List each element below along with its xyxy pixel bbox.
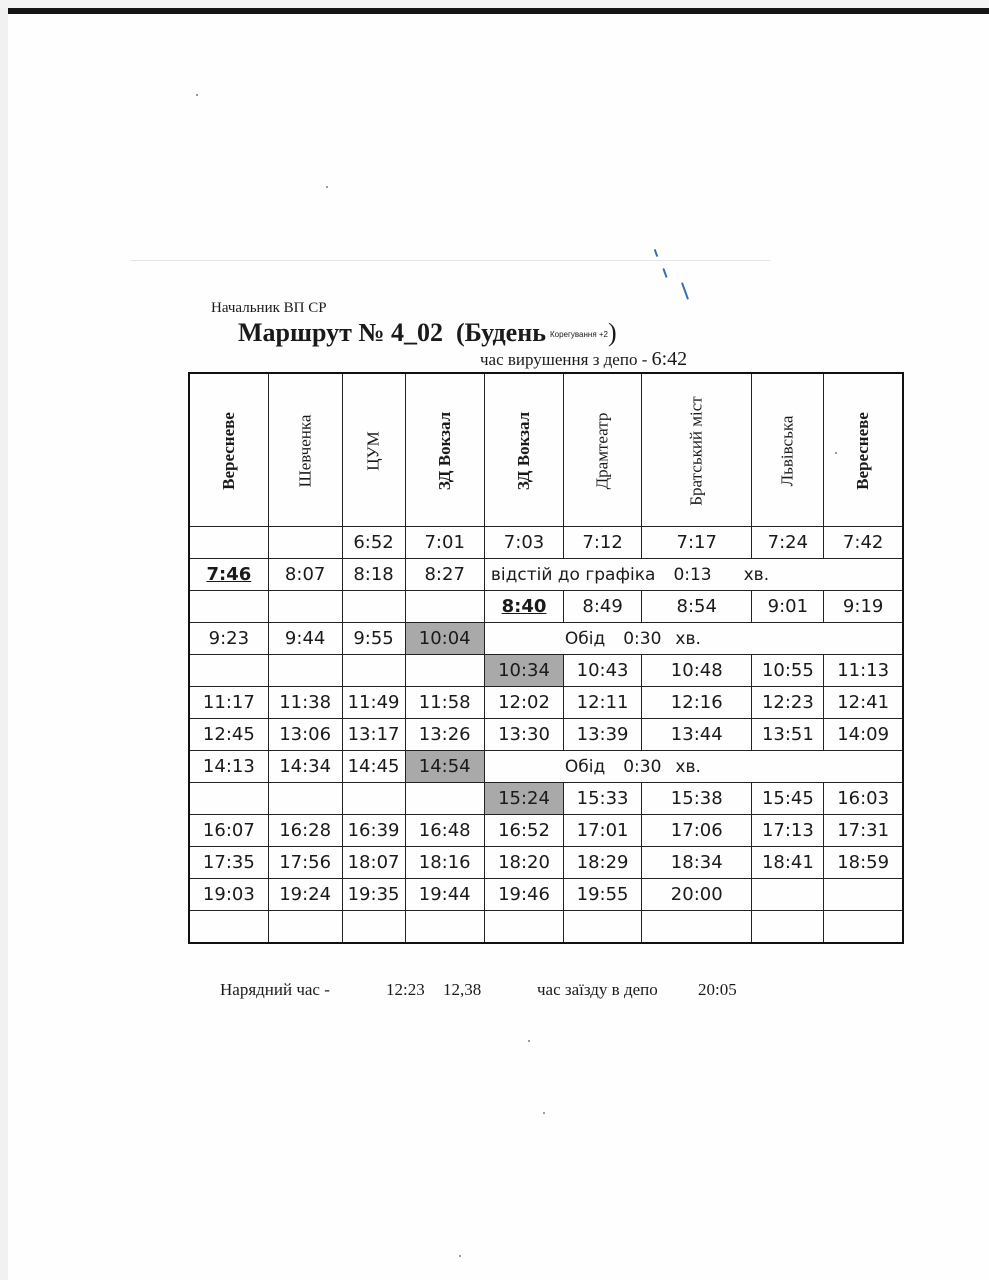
time-cell (405, 559, 484, 591)
time-value: 17:13 (761, 820, 814, 841)
time-cell (564, 719, 642, 751)
scan-speck (196, 94, 198, 96)
time-value: 7:03 (503, 532, 545, 553)
schedule-note (484, 623, 903, 655)
time-cell (824, 783, 903, 815)
time-cell (405, 847, 484, 879)
table-row (189, 847, 903, 879)
time-cell (342, 815, 405, 847)
stop-name: Драмтеатр (592, 412, 612, 489)
time-cell (268, 815, 342, 847)
table-row (189, 815, 903, 847)
title-close-paren: ) (608, 318, 617, 347)
time-value: 17:01 (576, 820, 629, 841)
time-value: 18:34 (670, 852, 723, 873)
time-value: 7:46 (206, 564, 252, 585)
stop-name: ЦУМ (363, 430, 383, 471)
page-title (238, 318, 617, 348)
time-cell (484, 847, 563, 879)
stop-header (405, 373, 484, 527)
time-cell (484, 591, 563, 623)
time-value: 19:35 (347, 884, 400, 905)
time-cell (268, 847, 342, 879)
time-cell (752, 687, 824, 719)
pen-mark (681, 282, 689, 300)
time-value: 9:55 (353, 628, 394, 649)
stop-name: Львівська (777, 415, 797, 486)
time-cell (342, 655, 405, 687)
time-cell (405, 911, 484, 944)
duty-time-label: Нарядний час - (220, 980, 330, 999)
time-value: 18:41 (761, 852, 814, 873)
stops-header-row (189, 373, 903, 527)
note-unit: хв. (743, 564, 770, 585)
time-value: 16:39 (347, 820, 400, 841)
time-value: 11:49 (347, 692, 400, 713)
time-cell (342, 559, 405, 591)
time-value: 14:13 (202, 756, 255, 777)
time-cell (342, 911, 405, 944)
depart-time: 6:42 (651, 348, 688, 370)
time-cell (405, 623, 484, 655)
time-cell (824, 687, 903, 719)
time-cell (342, 687, 405, 719)
time-cell (642, 591, 752, 623)
schedule-note (484, 559, 903, 591)
time-cell (342, 527, 405, 559)
time-cell (824, 879, 903, 911)
time-value: 8:18 (353, 564, 394, 585)
time-value: 18:16 (418, 852, 471, 873)
stop-header (342, 373, 405, 527)
time-cell (405, 591, 484, 623)
time-cell (189, 623, 268, 655)
time-value: 19:46 (498, 884, 550, 905)
table-row (189, 783, 903, 815)
time-value: 12:41 (837, 692, 890, 713)
chief-label: Начальник ВП СР (211, 300, 327, 316)
time-cell (405, 783, 484, 815)
time-cell (268, 719, 342, 751)
time-cell (752, 783, 824, 815)
stop-name: ЗД Вокзал (514, 411, 534, 490)
duty-time-2: 12,38 (443, 980, 482, 999)
time-value: 10:34 (498, 660, 550, 681)
time-cell (342, 751, 405, 783)
time-cell (564, 655, 642, 687)
note-text: Обід (564, 756, 606, 777)
time-cell (752, 719, 824, 751)
time-cell (752, 911, 824, 944)
time-cell (484, 879, 563, 911)
time-cell (342, 623, 405, 655)
time-cell (268, 783, 342, 815)
time-value: 9:19 (842, 596, 884, 617)
time-value: 8:54 (676, 596, 717, 617)
time-value: 6:52 (353, 532, 394, 553)
time-value: 13:06 (279, 724, 332, 745)
scan-speck (528, 1040, 530, 1042)
time-value: 18:29 (576, 852, 629, 873)
time-cell (405, 879, 484, 911)
time-cell (189, 751, 268, 783)
scan-edge-top (0, 8, 989, 14)
time-value: 18:20 (498, 852, 550, 873)
time-cell (268, 623, 342, 655)
time-value: 12:45 (202, 724, 255, 745)
note-unit: хв. (675, 628, 701, 649)
scan-edge-top-light (0, 0, 989, 8)
time-value: 13:51 (761, 724, 814, 745)
time-value: 13:17 (347, 724, 400, 745)
stop-name: Братський міст (686, 395, 706, 506)
time-value: 16:28 (279, 820, 332, 841)
table-row (189, 655, 903, 687)
time-cell (268, 911, 342, 944)
time-cell (342, 719, 405, 751)
time-cell (824, 655, 903, 687)
time-value: 12:16 (670, 692, 723, 713)
note-time: 0:30 (623, 756, 662, 777)
pen-mark (654, 249, 659, 257)
time-cell (342, 847, 405, 879)
time-cell (642, 879, 752, 911)
time-value: 10:55 (761, 660, 814, 681)
time-value: 8:40 (501, 596, 547, 617)
time-cell (642, 687, 752, 719)
time-cell (484, 655, 563, 687)
time-value: 11:13 (837, 660, 890, 681)
stop-name: Вересневе (218, 411, 238, 490)
time-cell (342, 783, 405, 815)
pen-mark (662, 268, 667, 278)
time-cell (342, 879, 405, 911)
time-cell (642, 911, 752, 944)
time-value: 16:52 (498, 820, 550, 841)
scan-speck (326, 186, 328, 188)
time-value: 14:34 (279, 756, 332, 777)
time-value: 9:23 (208, 628, 250, 649)
time-value: 17:06 (670, 820, 723, 841)
time-cell (484, 719, 563, 751)
stop-name: Вересневе (853, 411, 873, 490)
time-cell (824, 719, 903, 751)
table-row (189, 751, 903, 783)
time-cell (642, 847, 752, 879)
time-value: 18:07 (347, 852, 400, 873)
time-cell (824, 847, 903, 879)
table-row (189, 559, 903, 591)
day-type: (Будень (455, 318, 546, 347)
time-cell (564, 847, 642, 879)
time-value: 14:54 (418, 756, 471, 777)
stop-header (268, 373, 342, 527)
time-cell (189, 847, 268, 879)
time-cell (824, 911, 903, 944)
depot-return-label: час заїзду в депо (537, 980, 658, 999)
scan-speck (459, 1255, 461, 1257)
time-value: 8:27 (424, 564, 465, 585)
time-cell (268, 559, 342, 591)
schedule-table (188, 372, 904, 944)
time-cell (189, 527, 268, 559)
time-value: 11:58 (418, 692, 471, 713)
time-cell (268, 687, 342, 719)
stop-header (752, 373, 824, 527)
note-time: 0:30 (623, 628, 662, 649)
table-row (189, 527, 903, 559)
time-cell (752, 527, 824, 559)
time-cell (405, 527, 484, 559)
time-value: 15:38 (670, 788, 723, 809)
depart-label: час вирушення з депо - (480, 350, 648, 369)
time-cell (268, 527, 342, 559)
time-value: 19:24 (279, 884, 332, 905)
time-value: 17:35 (202, 852, 255, 873)
time-cell (484, 783, 563, 815)
time-cell (268, 591, 342, 623)
time-cell (642, 783, 752, 815)
time-value: 12:02 (498, 692, 550, 713)
time-cell (564, 783, 642, 815)
route-number: Маршрут № 4_02 (238, 318, 443, 347)
note-unit: хв. (675, 756, 701, 777)
time-cell (752, 879, 824, 911)
time-value: 15:33 (576, 788, 629, 809)
stop-header (824, 373, 903, 527)
time-cell (268, 655, 342, 687)
time-value: 19:55 (576, 884, 629, 905)
time-value: 9:44 (284, 628, 326, 649)
time-value: 19:44 (418, 884, 471, 905)
time-cell (642, 815, 752, 847)
time-value: 13:26 (418, 724, 471, 745)
schedule-note (484, 751, 903, 783)
stop-name: ЗД Вокзал (434, 411, 454, 490)
time-value: 17:31 (837, 820, 890, 841)
correction-note: Корегування +2 (549, 330, 608, 339)
fold-line (130, 260, 770, 261)
time-value: 8:49 (582, 596, 623, 617)
time-value: 12:23 (761, 692, 814, 713)
table-row (189, 719, 903, 751)
time-cell (189, 815, 268, 847)
time-cell (484, 815, 563, 847)
time-value: 16:48 (418, 820, 471, 841)
time-cell (752, 591, 824, 623)
time-cell (564, 911, 642, 944)
time-cell (405, 655, 484, 687)
duty-time-1: 12:23 (386, 980, 425, 999)
time-value: 7:01 (424, 532, 465, 553)
time-value: 7:12 (582, 532, 623, 553)
time-cell (564, 815, 642, 847)
time-cell (564, 591, 642, 623)
time-cell (268, 751, 342, 783)
time-cell (752, 655, 824, 687)
time-value: 8:07 (284, 564, 326, 585)
stop-header (642, 373, 752, 527)
time-cell (405, 719, 484, 751)
time-cell (752, 847, 824, 879)
time-value: 13:39 (576, 724, 629, 745)
time-cell (484, 687, 563, 719)
time-value: 14:09 (837, 724, 890, 745)
time-value: 7:42 (842, 532, 884, 553)
time-cell (405, 687, 484, 719)
time-cell (642, 527, 752, 559)
time-cell (189, 719, 268, 751)
time-cell (752, 815, 824, 847)
time-value: 11:38 (279, 692, 332, 713)
table-row (189, 591, 903, 623)
time-cell (824, 591, 903, 623)
time-value: 16:03 (837, 788, 890, 809)
note-text: відстій до графіка (490, 564, 656, 585)
time-value: 13:30 (498, 724, 550, 745)
time-cell (189, 559, 268, 591)
time-cell (268, 879, 342, 911)
time-cell (189, 783, 268, 815)
time-cell (564, 687, 642, 719)
stop-name: Шевченка (295, 414, 315, 487)
schedule-body (189, 527, 903, 944)
depot-departure (480, 348, 687, 371)
time-cell (189, 591, 268, 623)
time-value: 20:00 (670, 884, 723, 905)
table-row (189, 623, 903, 655)
table-row (189, 911, 903, 944)
time-value: 12:11 (576, 692, 629, 713)
time-value: 13:44 (670, 724, 723, 745)
time-cell (824, 527, 903, 559)
time-value: 10:48 (670, 660, 723, 681)
time-cell (342, 591, 405, 623)
time-cell (564, 527, 642, 559)
time-value: 7:24 (767, 532, 809, 553)
time-value: 15:45 (761, 788, 814, 809)
time-cell (564, 879, 642, 911)
time-cell (189, 879, 268, 911)
note-text: Обід (564, 628, 606, 649)
table-row (189, 687, 903, 719)
time-cell (824, 815, 903, 847)
time-cell (189, 655, 268, 687)
time-cell (642, 655, 752, 687)
time-cell (405, 751, 484, 783)
time-value: 15:24 (498, 788, 550, 809)
time-cell (189, 911, 268, 944)
note-time: 0:13 (673, 564, 712, 585)
stop-header (564, 373, 642, 527)
scan-speck (543, 1112, 545, 1114)
time-value: 11:17 (202, 692, 255, 713)
time-cell (484, 527, 563, 559)
time-value: 18:59 (837, 852, 890, 873)
time-value: 17:56 (279, 852, 332, 873)
depot-return-time: 20:05 (698, 980, 737, 999)
time-cell (189, 687, 268, 719)
time-cell (642, 719, 752, 751)
time-value: 19:03 (202, 884, 255, 905)
time-value: 16:07 (202, 820, 255, 841)
time-value: 14:45 (347, 756, 400, 777)
stop-header (484, 373, 563, 527)
time-cell (405, 815, 484, 847)
time-value: 10:43 (576, 660, 629, 681)
table-row (189, 879, 903, 911)
stop-header (189, 373, 268, 527)
time-value: 9:01 (767, 596, 809, 617)
scan-edge-left (0, 8, 8, 1280)
time-value: 7:17 (676, 532, 717, 553)
time-cell (484, 911, 563, 944)
time-value: 10:04 (418, 628, 471, 649)
